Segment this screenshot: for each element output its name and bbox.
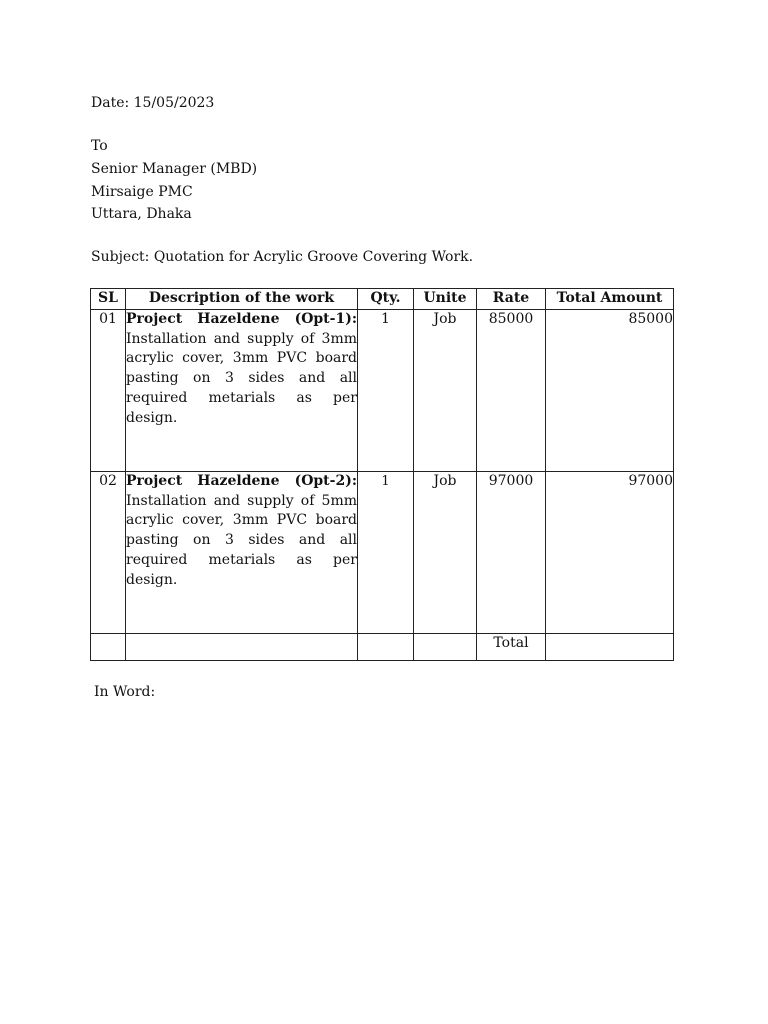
total-value <box>546 634 674 661</box>
total-label: Total <box>477 634 546 661</box>
header-total-amount: Total Amount <box>546 289 674 310</box>
header-rate: Rate <box>477 289 546 310</box>
row-description-text: Installation and supply of 5mm acrylic cover, 3mm PVC board pasting on 3 sides and all required metarials as per design. <box>126 492 357 588</box>
total-row-description <box>126 634 358 661</box>
recipient-company: Mirsaige PMC <box>91 184 193 200</box>
row-description-text: Installation and supply of 3mm acrylic cover, 3mm PVC board pasting on 3 sides and all required metarials as per design. <box>126 330 357 426</box>
header-unit: Unite <box>414 289 477 310</box>
table-row <box>91 310 674 472</box>
row-qty-value: 1 <box>381 474 390 489</box>
row-description <box>126 472 358 634</box>
row-rate: 85000 <box>477 310 546 472</box>
row-unit: Job <box>414 472 477 634</box>
row-rate: 97000 <box>477 472 546 634</box>
header-sl: SL <box>91 289 126 310</box>
row-amount: 85000 <box>546 310 674 472</box>
recipient-address: Uttara, Dhaka <box>91 206 192 222</box>
total-row-unit <box>414 634 477 661</box>
header-description: Description of the work <box>126 289 358 310</box>
row-qty: 1 <box>358 310 414 472</box>
total-row-sl <box>91 634 126 661</box>
date-line: Date: 15/05/2023 <box>91 95 215 111</box>
subject-line: Subject: Quotation for Acrylic Groove Covering Work. <box>91 249 474 265</box>
table-row <box>91 472 674 634</box>
row-sl: 01 <box>91 310 126 472</box>
recipient-name: Senior Manager (MBD) <box>91 161 258 177</box>
table-total-row <box>91 634 674 661</box>
row-title: Project Hazeldene (Opt-1): <box>126 311 357 327</box>
row-title: Project Hazeldene (Opt-2): <box>126 473 357 489</box>
row-sl: 02 <box>91 472 126 634</box>
quotation-table <box>90 288 674 661</box>
row-amount: 97000 <box>546 472 674 634</box>
table-header-row <box>91 289 674 310</box>
recipient-to: To <box>91 138 108 154</box>
row-description <box>126 310 358 472</box>
header-qty: Qty. <box>358 289 414 310</box>
row-unit: Job <box>414 310 477 472</box>
in-word-label: In Word: <box>94 684 156 700</box>
total-row-qty <box>358 634 414 661</box>
row-qty <box>358 472 414 634</box>
